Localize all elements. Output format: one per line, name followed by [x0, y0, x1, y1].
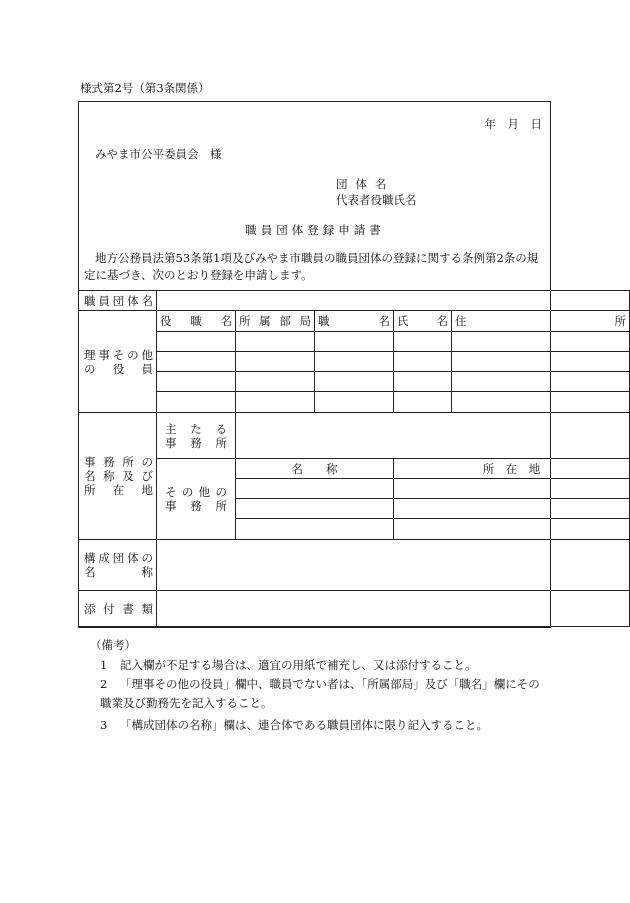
officer-cell[interactable] — [394, 332, 452, 352]
note-item — [100, 675, 550, 713]
office-cell[interactable] — [236, 479, 394, 499]
note-text: 記入欄が不足する場合は、適宜の用紙で補充し、又は添付すること。 — [120, 658, 477, 672]
other-office-label: その他の 事務所 — [157, 459, 236, 540]
note-item — [100, 716, 550, 735]
addressee: みやま市公平委員会 様 — [95, 147, 222, 161]
date-line: 年 月 日 — [484, 117, 542, 131]
officer-cell[interactable] — [394, 372, 452, 392]
notes-title: （備考） — [90, 638, 136, 652]
officer-cell[interactable] — [315, 352, 394, 372]
form-number: 様式第2号（第3条関係） — [80, 81, 210, 95]
officer-row — [79, 332, 630, 352]
document-title: 職員団体登録申請書 — [245, 223, 385, 237]
officer-cell[interactable] — [236, 392, 315, 413]
col-office-name: 名 称 — [236, 459, 394, 479]
officer-row — [79, 352, 630, 372]
officer-cell[interactable] — [315, 372, 394, 392]
office-cell[interactable] — [394, 479, 630, 499]
col-officer-title: 役 職 名 — [157, 311, 236, 332]
applicant-group-label: 団体名 — [336, 177, 395, 191]
officer-cell[interactable] — [394, 352, 452, 372]
officer-cell[interactable] — [315, 332, 394, 352]
note-text: 「理事その他の役員」欄中、職員でない者は、「所属部局」及び「職名」欄にその職業及び勤務先を記入すること。 — [100, 677, 540, 710]
main-office-label: 主たる 事務所 — [157, 413, 236, 459]
officer-cell[interactable] — [394, 392, 452, 413]
constituent-groups-label: 構成団体の 名 称 — [79, 540, 157, 591]
officer-cell[interactable] — [157, 332, 236, 352]
office-cell[interactable] — [236, 499, 394, 519]
note-number: 1 — [100, 658, 108, 672]
officers-label: 理事その他 の 役 員 — [79, 311, 157, 413]
note-item — [100, 656, 550, 675]
attachments-label: 添付書類 — [79, 591, 157, 627]
col-position: 職 名 — [315, 311, 394, 332]
col-department: 所属部局 — [236, 311, 315, 332]
note-text: 「構成団体の名称」欄は、連合体である職員団体に限り記入すること。 — [120, 718, 488, 732]
registration-table — [78, 290, 630, 627]
note-number: 2 — [100, 677, 108, 691]
officer-cell[interactable] — [157, 392, 236, 413]
note-number: 3 — [100, 718, 108, 732]
constituent-groups-field[interactable] — [157, 540, 630, 591]
attachments-field[interactable] — [157, 591, 630, 627]
col-address: 住 所 — [452, 311, 630, 332]
officer-cell[interactable] — [236, 372, 315, 392]
group-name-label: 職員団体名 — [79, 291, 157, 311]
applicant-representative-label: 代表者役職氏名 — [336, 193, 417, 207]
col-name: 氏 名 — [394, 311, 452, 332]
officer-row — [79, 392, 630, 413]
main-office-field[interactable] — [236, 413, 630, 459]
officer-cell[interactable] — [452, 392, 630, 413]
office-cell[interactable] — [394, 519, 630, 540]
group-name-field[interactable] — [157, 291, 630, 311]
office-label: 事務所の 名称及び 所 在 地 — [79, 413, 157, 540]
officer-cell[interactable] — [452, 352, 630, 372]
office-cell[interactable] — [236, 519, 394, 540]
officer-cell[interactable] — [452, 332, 630, 352]
officer-cell[interactable] — [236, 332, 315, 352]
office-cell[interactable] — [394, 499, 630, 519]
officer-cell[interactable] — [157, 372, 236, 392]
officer-row — [79, 372, 630, 392]
application-statement: 地方公務員法第53条第1項及びみやま市職員の職員団体の登録に関する条例第2条の規定に基づき、次のとおり登録を申請します。 — [84, 251, 539, 282]
officer-cell[interactable] — [236, 352, 315, 372]
col-office-location: 所 在 地 — [394, 459, 630, 479]
officer-cell[interactable] — [157, 352, 236, 372]
officer-cell[interactable] — [315, 392, 394, 413]
officer-cell[interactable] — [452, 372, 630, 392]
